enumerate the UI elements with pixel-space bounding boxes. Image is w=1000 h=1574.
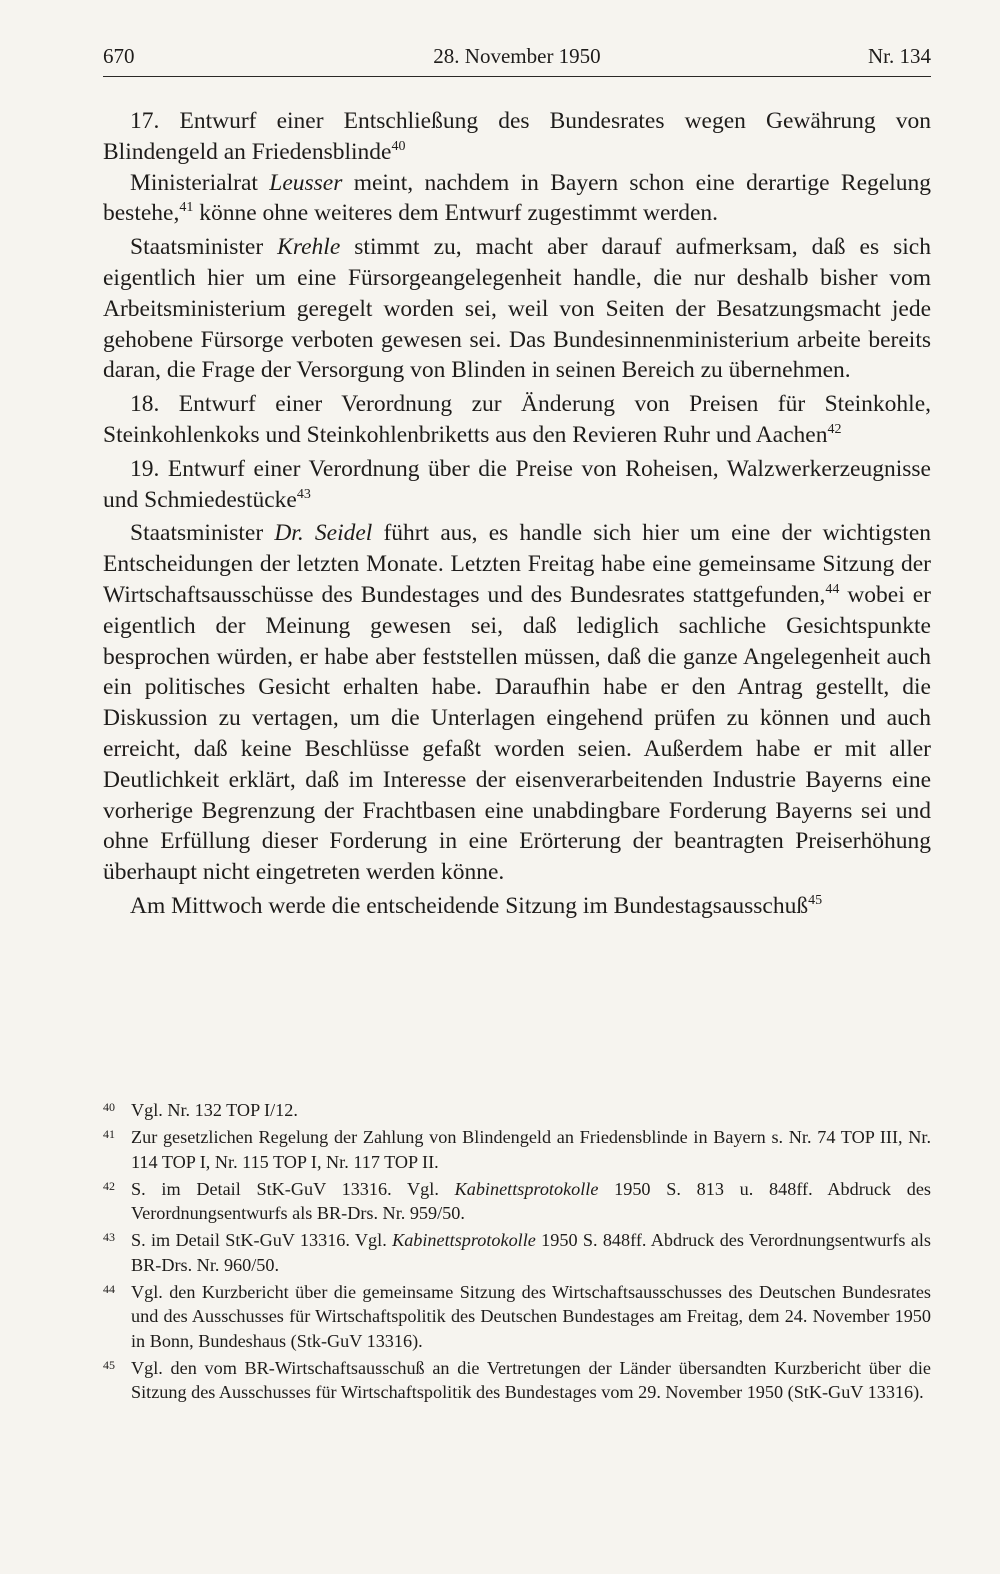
footnote-number: 45	[103, 1357, 115, 1372]
main-text	[103, 106, 931, 922]
paragraph-item-17: 17. Entwurf einer Entschließung des Bundesrates wegen Gewährung von Blindengeld an Friedensblinde$^{40}$	[103, 108, 931, 165]
paragraph-seidel: Staatsminister Dr. Seidel führt aus, es handle sich hier um eine der wichtigsten Entscheidungen der letzten Monate. Letzten Freitag habe eine gemeinsame Sitzung der Wirtschaftsausschüsse des Bundestages und des Bundesrates stattgefunden,$^{44}$ wobei er eigentlich der Meinung gewesen sei, daß lediglich sachliche Gesichtspunkte besprochen würden, er habe aber feststellen müssen, daß die ganze Angelegenheit auch ein politisches Gesicht erhalten habe. Daraufhin habe er den Antrag gestellt, die Diskussion zu vertagen, um die Unterlagen eingehend prüfen zu können und auch erreicht, daß keine Beschlüsse gefaßt worden seien. Außerdem habe er mit aller Deutlichkeit erklärt, daß im Interesse der eisenverarbeitenden Industrie Bayerns eine vorherige Begrenzung der Frachtbasen eine unabdingbare Forderung Bayerns sei und ohne Erfüllung dieser Forderung in eine Erörterung der beantragten Preiserhöhung überhaupt nicht eingetreten werden könne.	[103, 520, 931, 886]
person-name: Krehle	[277, 234, 341, 261]
footnote-number: 43	[103, 1230, 115, 1245]
footnote-43: 43 S. im Detail StK-GuV 13316. Vgl. Kabinettsprotokolle 1950 S. 848ff. Abdruck des Verordnungsentwurfs als BR-Drs. Nr. 960/50.	[103, 1228, 931, 1277]
header-rule	[103, 76, 931, 77]
person-name: Leusser	[269, 169, 343, 196]
paragraph-item-18: 18. Entwurf einer Verordnung zur Änderung von Preisen für Steinkohle, Steinkohlenkoks und Steinkohlenbriketts aus den Revieren Ruhr und Aachen$^{42}$	[103, 391, 931, 448]
footnote-42: 42 S. im Detail StK-GuV 13316. Vgl. Kabinettsprotokolle 1950 S. 813 u. 848ff. Abdruck des Verordnungsentwurfs als BR-Drs. Nr. 959/50.	[103, 1177, 931, 1226]
footnote-number: 44	[103, 1281, 115, 1296]
footnote-ref-44: 44	[825, 581, 840, 597]
page-number: 670	[103, 44, 135, 68]
issue-number: Nr. 134	[868, 44, 931, 68]
person-name: Dr. Seidel	[274, 520, 373, 547]
paragraph-leusser: Ministerialrat Leusser meint, nachdem in Bayern schon eine derartige Regelung bestehe,$^{41}$ könne ohne weiteres dem Entwurf zugestimmt werden.	[103, 169, 931, 227]
footnote-ref-43: 43	[296, 486, 311, 502]
header-date: 28. November 1950	[433, 44, 601, 68]
footnote-ref-41: 41	[179, 200, 194, 216]
footnotes	[103, 1098, 931, 1407]
footnote-44: 44 Vgl. den Kurzbericht über die gemeinsame Sitzung des Wirtschaftsausschusses des Deutschen Bundesrates und des Ausschusses für Wirtschaftspolitik des Deutschen Bundestages am Freitag, dem 24. November 1950 in Bonn, Bundeshaus (Stk-GuV 13316).	[103, 1280, 931, 1354]
paragraph-item-19: 19. Entwurf einer Verordnung über die Preise von Roheisen, Walzwerkerzeugnisse und Schmiedestücke$^{43}$	[103, 455, 931, 513]
footnote-45: 45 Vgl. den vom BR-Wirtschaftsausschuß an die Vertretungen der Länder übersandten Kurzbericht über die Sitzung des Ausschusses für Wirtschaftspolitik des Bundestages vom 29. November 1950 (StK-GuV 13316).	[103, 1356, 931, 1405]
footnote-ref-42: 42	[827, 421, 842, 437]
footnote-ref-45: 45	[808, 892, 823, 908]
running-header	[103, 44, 931, 74]
paragraph-mittwoch: Am Mittwoch werde die entscheidende Sitzung im Bundestagsausschuß$^{45}$	[130, 892, 823, 919]
footnote-number: 40	[103, 1100, 115, 1114]
paragraph-krehle: Staatsminister Krehle stimmt zu, macht aber darauf aufmerksam, daß es sich eigentlich hier um eine Fürsorgeangelegenheit handle, die nur deshalb bisher vom Arbeitsministerium geregelt worden sei, weil von Seiten der Besatzungsmacht jede gehobene Fürsorge verboten gewesen sei. Das Bundesinnenministerium arbeite bereits daran, die Frage der Versorgung von Blinden in seinen Bereich zu übernehmen.	[103, 234, 931, 384]
footnote-ref-40: 40	[391, 138, 406, 154]
footnote-number: 41	[103, 1126, 115, 1141]
footnote-41: 41 Zur gesetzlichen Regelung der Zahlung von Blindengeld an Friedensblinde in Bayern s. Nr. 74 TOP III, Nr. 114 TOP I, Nr. 115 TOP I, Nr. 117 TOP II.	[103, 1125, 931, 1174]
footnote-number: 42	[103, 1178, 115, 1193]
footnote-40: 40 Vgl. Nr. 132 TOP I/12.	[103, 1098, 931, 1123]
